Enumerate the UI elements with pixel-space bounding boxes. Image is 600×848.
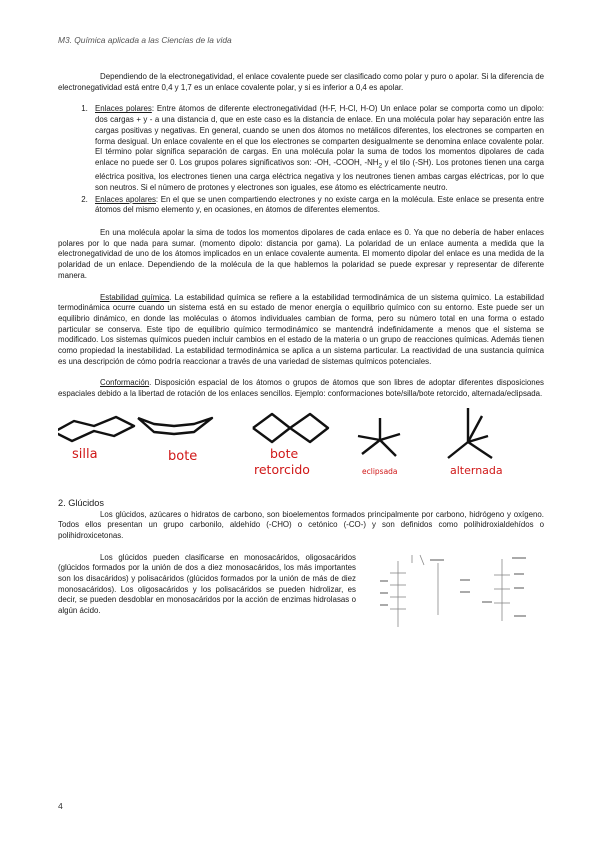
group-mark-4 <box>430 559 444 561</box>
group-mark-10 <box>482 601 492 603</box>
group-mark-8 <box>514 573 524 575</box>
label-bote-retorcido-2: retorcido <box>254 461 310 477</box>
list-item-apolares: 2. Enlaces apolares: En el que se unen compartiendo electrones y no existe carga en la molécula. Este enlace se presenta entre átomos del mismo elemento y, en ocasiones, en átomos de diferentes elementos. <box>90 195 544 216</box>
twist-boat-ring-b <box>290 414 328 442</box>
label-bote: bote <box>168 448 198 464</box>
group-mark-6 <box>460 591 470 593</box>
twist-boat-cyclohexane <box>253 414 290 442</box>
ketone-tick <box>420 555 424 565</box>
term-enlaces-apolares: Enlaces apolares <box>95 194 156 204</box>
label-eclipsada: eclipsada <box>362 466 398 476</box>
boat-cyclohexane <box>138 418 212 434</box>
group-mark-9 <box>514 587 524 589</box>
section-title: 2. Glúcidos <box>58 497 104 508</box>
label-silla: silla <box>72 446 98 462</box>
eclipsed-bond-b <box>362 440 380 454</box>
staggered-bond-c <box>448 442 468 458</box>
group-mark-11 <box>514 615 526 617</box>
term-estabilidad: Estabilidad química <box>100 292 170 302</box>
glucidos-intro-paragraph: Los glúcidos, azúcares o hidratos de carbono, son bioelementos formados principalmente por carbono, hidrógeno y oxígeno. Todos ellos presentan un grupo carbonilo, aldehído (-CHO) o cetónico (-CO-) y son definidos como polihidroxialdehídos o polihidroxicetonas. <box>58 509 544 540</box>
monosaccharide-structures-figure <box>372 553 544 635</box>
apolar-paragraph: En una molécula apolar la sima de todos los momentos dipolares de cada enlace es 0. Ya que no debería de haber enlaces polares por lo que nada para sumar. (momento dipolo: distancia por gama). La polaridad de un enlace aumenta a medida que la electronegatividad de uno de los átomos implicados en un enlace covalente aumenta. El momento dipolar del enlace es una medida de la polaridad de un enlace. Dependiendo de la molécula de la que hablemos la polaridad se puede expresar y representar de diferente manera. <box>58 228 544 280</box>
glucidos-block <box>58 553 544 635</box>
label-bote-retorcido-1: bote <box>270 445 299 461</box>
page-number: 4 <box>58 801 63 811</box>
term-enlaces-polares: Enlaces polares <box>95 104 152 114</box>
estabilidad-paragraph: Estabilidad química. La estabilidad química se refiere a la estabilidad termodinámica de un sistema químico. La estabilidad termodinámica ocurre cuando un sistema está en su estado de menor energía o equilibrio químico con su entorno. Este puede ser un equilibrio dinámico, en donde las moléculas o átomos individuales cambian de forma, pero su número total en una forma o estado particular se conserva. Este tipo de equilibrio químico termodinámico se mantendrá indefinidamente a menos que el sistema se modificado. Los sistemas químicos pueden incluir cambios en el estado de la materia o un grupo de reacciones químicas. Además tienen como propiedad la inestabilidad. La estabilidad termodinámica se aplica a un sistema particular. La reactividad de una sustancia química es una descripción de cómo podría reaccionar a través de una variedad de sistemas químicos potenciales. <box>58 292 544 366</box>
group-mark-1 <box>380 580 388 582</box>
group-mark-5 <box>460 579 470 581</box>
group-mark-7 <box>512 557 526 559</box>
eclipsed-bond-c <box>380 440 396 456</box>
page-header: M3. Química aplicada a las Ciencias de la vida <box>58 35 232 45</box>
conformation-figure <box>58 406 544 488</box>
monosaccharide-structures <box>372 553 544 635</box>
list-item-polares: 1. Enlaces polares: Entre átomos de diferente electronegatividad (H-F, H-Cl, H-O) Un enlace polar se comporta como un dipolo: dos cargas + y - a una distancia d, que en este caso es la distancia de enlace. En una molécula polar hay separación entre las cargas positivas y negativas. En general, cuando se unen dos átomos no metálicos diferentes, los electrones se comparten en forma desigual. Un enlace covalente en el que los electrones se comparten desigualmente se denomina enlace covalente polar. El término polar significa separación de cargas. En una molécula polar la suma de todos los momentos dipolares de cada enlace no puede ser 0. Los grupos polares significativos son: -OH, -COOH, $-NH_2$ y el tilo (-SH). Los protones tienen una carga eléctrica positiva, los electrones tienen una carga eléctrica negativa y los neutrones tienen ambas cargas eléctricas, por lo que son neutros. Si el número de protones y electrones son iguales, ese átomo es eléctricamente neutro. <box>90 104 544 193</box>
chair-cyclohexane <box>58 417 134 441</box>
glucidos-classification-paragraph: Los glúcidos pueden clasificarse en monosacáridos, oligosacáridos (glúcidos formados por la unión de dos a diez monosacáridos, los más importantes son los disacáridos) y polisacáridos (glúcidos formados por la unión de más de diez monosacáridos). Los oligosacáridos y los polisacáridos se pueden hidrolizar, es decir, se pueden desdoblar en monosacáridos por la acción de enzimas hidrolasas o algún ácido. <box>58 552 356 616</box>
conformation-drawings <box>58 406 544 488</box>
label-alternada: alternada <box>450 463 503 477</box>
intro-paragraph: Dependiendo de la electronegatividad, el enlace covalente puede ser clasificado como polar y puro o apolar. Si la diferencia de electronegatividad está entre 0,4 y 1,7 es un enlace covalente polar, y si es inferior a 0,4 es apolar. <box>58 72 544 92</box>
bond-type-list <box>58 104 544 216</box>
group-mark-2 <box>380 592 388 594</box>
eclipsed-bond-d <box>380 434 400 440</box>
group-mark-3 <box>380 604 388 606</box>
term-conformacion: Conformación <box>100 378 150 388</box>
staggered-bond-d <box>468 442 492 458</box>
conformacion-paragraph: Conformación. Disposición espacial de los átomos o grupos de átomos que son libres de adoptar diferentes disposiciones espaciales debido a la libertad de rotación de los enlaces sencillos. Ejemplo: conformaciones bote/silla/bote retorcido, alternada/eclipsada. <box>58 378 544 399</box>
eclipsed-bond-e <box>358 436 380 440</box>
document-body <box>58 72 544 635</box>
